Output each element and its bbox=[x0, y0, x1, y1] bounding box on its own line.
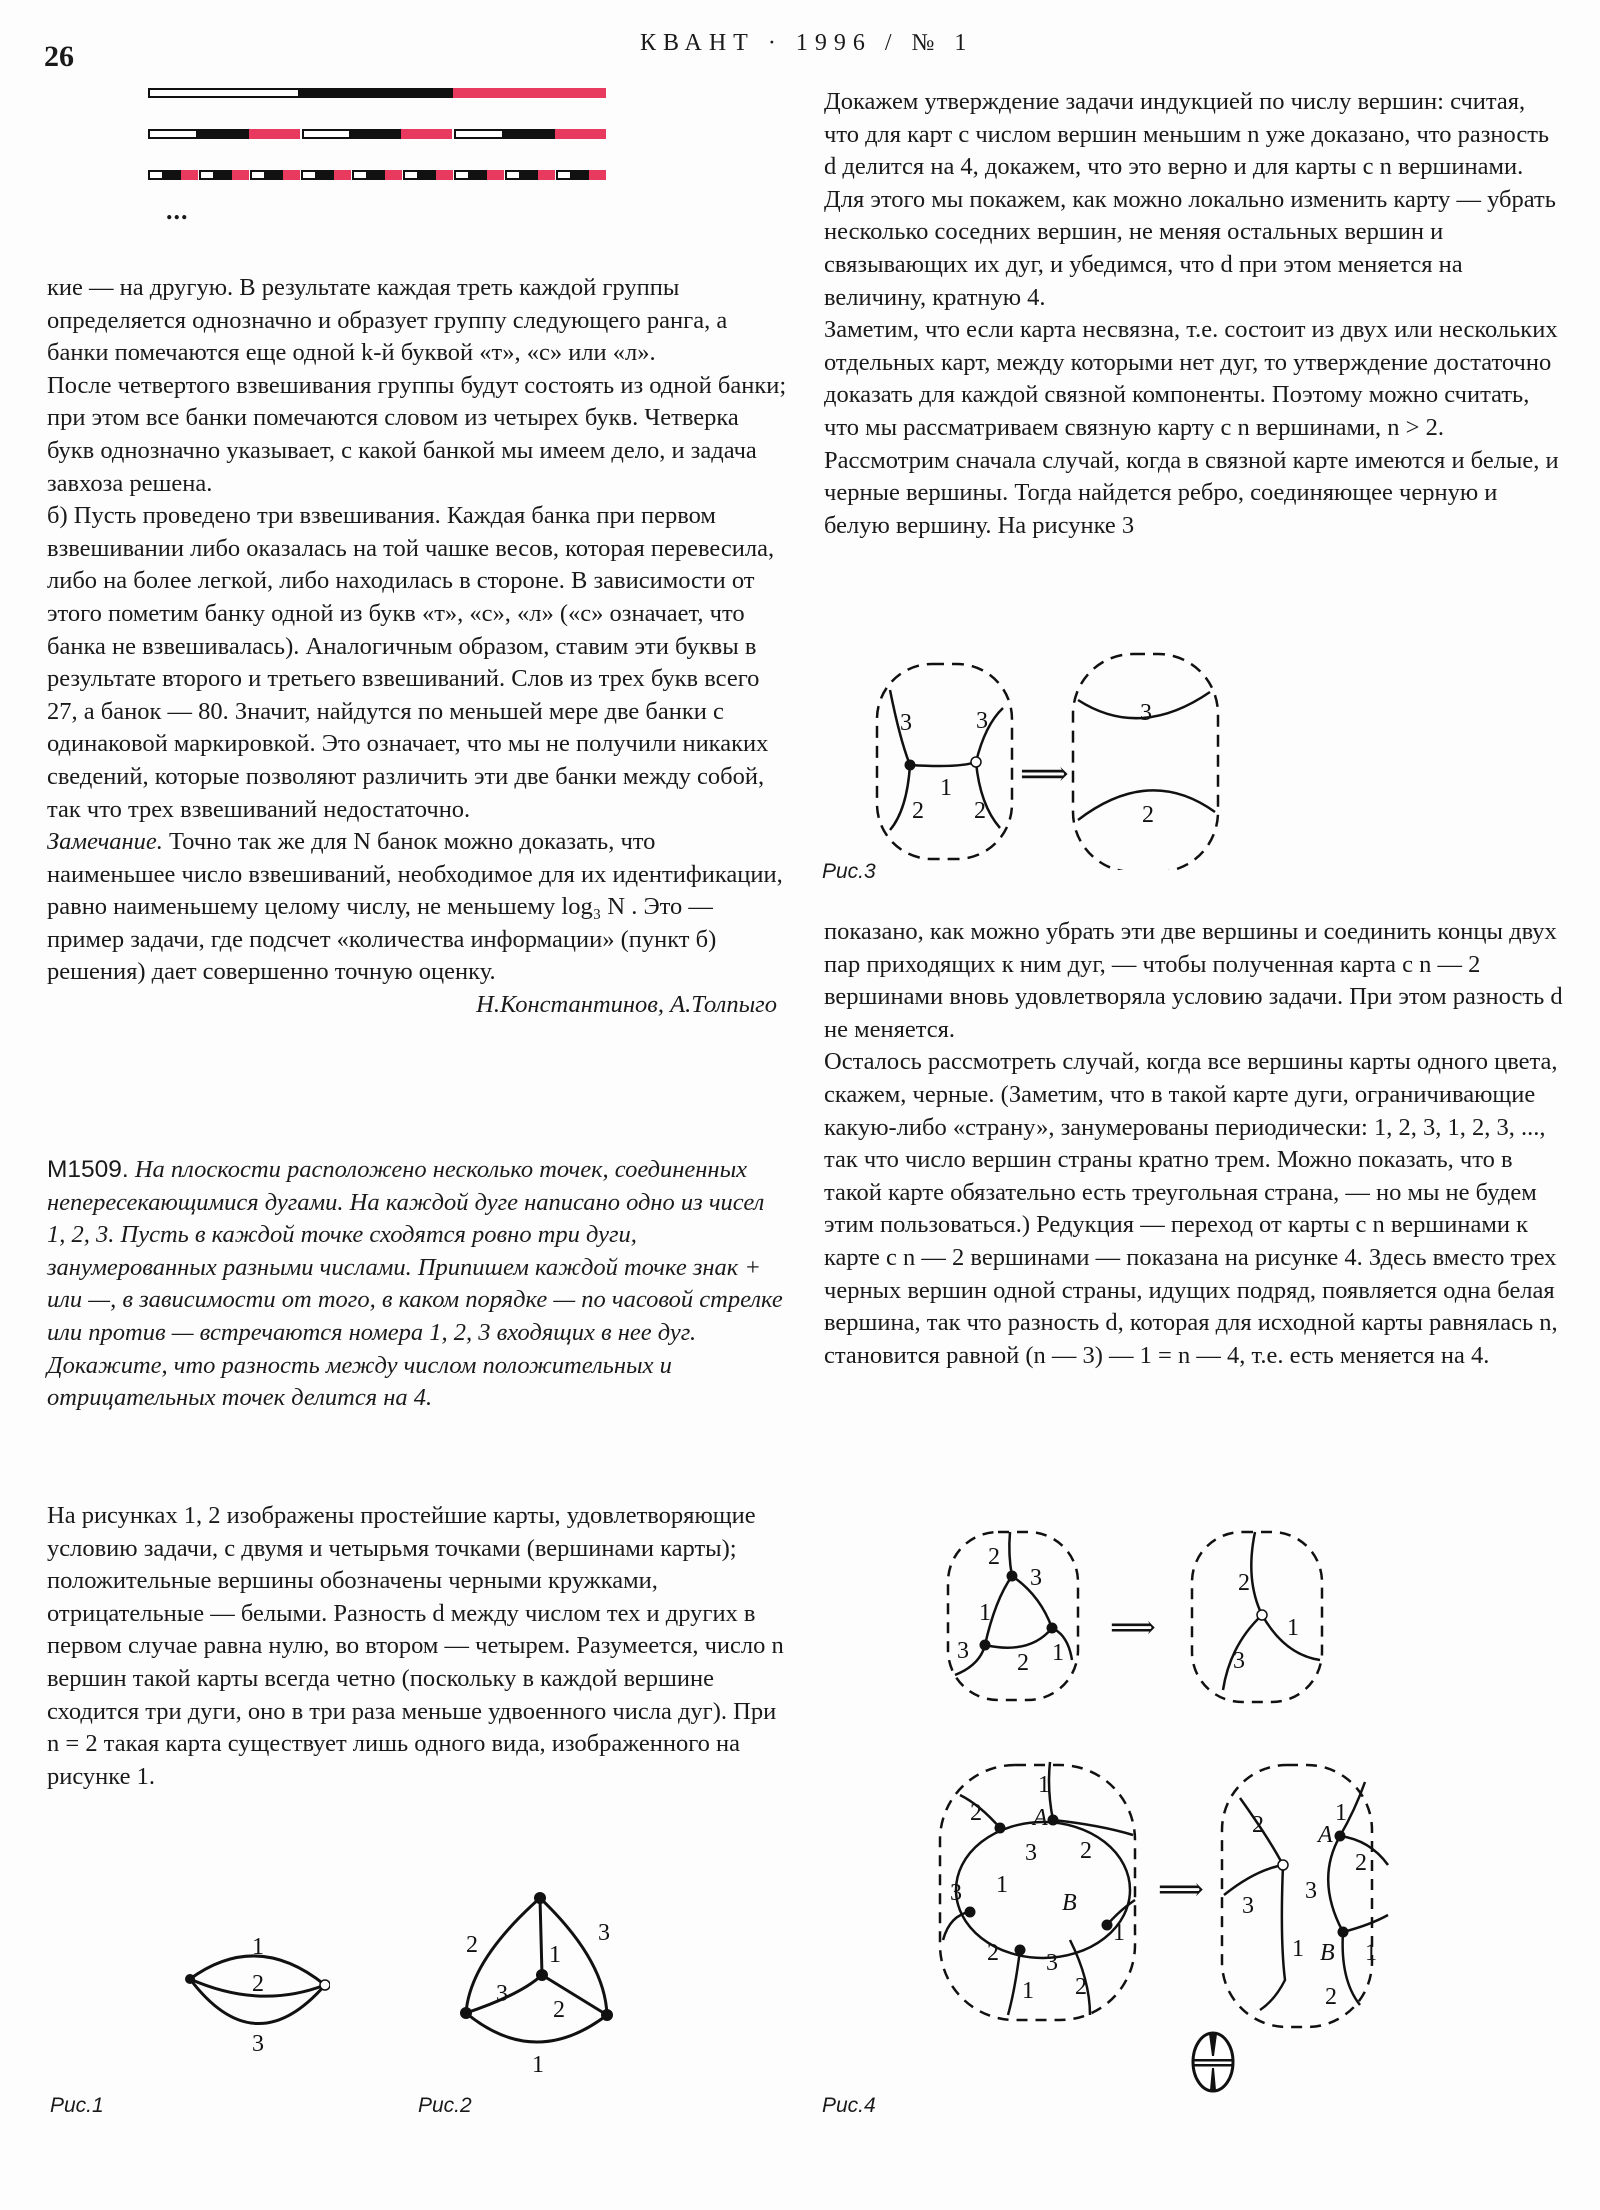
svg-text:3: 3 bbox=[976, 708, 988, 734]
svg-text:2: 2 bbox=[1075, 1974, 1087, 2000]
figure-4-caption: Рис.4 bbox=[822, 2094, 876, 2117]
svg-text:1: 1 bbox=[1038, 1772, 1050, 1798]
bar-row-rank-2 bbox=[148, 129, 606, 139]
ellipsis: ... bbox=[166, 196, 189, 225]
page-number: 26 bbox=[44, 40, 74, 73]
svg-text:1: 1 bbox=[532, 2052, 544, 2078]
svg-text:3: 3 bbox=[1233, 1648, 1245, 1674]
svg-text:1: 1 bbox=[252, 1934, 264, 1960]
svg-text:2: 2 bbox=[1142, 802, 1154, 828]
paragraph: кие — на другую. В результате каждая треть каждой группы определяется однозначно и образует группу следующего ранга, а банки помечаются еще одной k-й буквой «т», «с» или «л». bbox=[47, 274, 728, 367]
svg-text:2: 2 bbox=[974, 798, 986, 824]
svg-text:3: 3 bbox=[1140, 700, 1152, 726]
svg-text:3: 3 bbox=[900, 710, 912, 736]
remark-label: Замечание. bbox=[47, 828, 163, 856]
svg-text:B: B bbox=[1320, 1940, 1335, 1966]
svg-text:2: 2 bbox=[988, 1544, 1000, 1570]
svg-text:3: 3 bbox=[252, 2031, 264, 2057]
figure-3 bbox=[870, 640, 1470, 870]
svg-text:3: 3 bbox=[1030, 1565, 1042, 1591]
svg-text:3: 3 bbox=[957, 1638, 969, 1664]
left-column-top bbox=[47, 272, 787, 1022]
svg-text:3: 3 bbox=[598, 1920, 610, 1946]
problem-m1509 bbox=[47, 1154, 787, 1415]
problem-text: На плоскости расположено несколько точек, соединенных непересекающимися дугами. На каждой дуге написано одно из чисел 1, 2, 3. Пусть в каждой точке сходятся ровно три дуги, занумерованных разными числами. Припишем каждой точке знак + или —, в зависимости от того, в каком порядке — по часовой стрелке или против — встречаются номера 1, 2, 3 входящих в нее дуг. Докажите, что разность между числом положительных и отрицательных точек делится на 4. bbox=[47, 1156, 783, 1412]
bar-row-rank-3 bbox=[148, 170, 606, 180]
svg-text:3: 3 bbox=[950, 1880, 962, 1906]
svg-text:⟹: ⟹ bbox=[1020, 756, 1069, 793]
svg-text:2: 2 bbox=[466, 1932, 478, 1958]
svg-text:1: 1 bbox=[549, 1942, 561, 1968]
svg-text:1: 1 bbox=[1365, 1940, 1377, 1966]
svg-text:B: B bbox=[1062, 1890, 1077, 1916]
svg-text:2: 2 bbox=[1355, 1850, 1367, 1876]
figure-1 bbox=[170, 1930, 330, 2070]
svg-text:3: 3 bbox=[1025, 1840, 1037, 1866]
remark bbox=[47, 826, 787, 989]
right-column-top bbox=[824, 86, 1564, 542]
paragraph: показано, как можно убрать эти две вершины и соединить концы двух пар приходящих к ним дуг, — чтобы полученная карта с n — 2 вершинами вновь удовлетворяла условию задачи. При этом разность d не меняется. bbox=[824, 918, 1563, 1043]
paragraph: Докажем утверждение задачи индукцией по числу вершин: считая, что для карт с числом вершин меньшим n уже доказано, что разность d делится на 4, докажем, что это верно и для карты с n вершинами. Для этого мы покажем, как можно локально изменить карту — убрать несколько соседних вершин, не меняя остальных вершин и связывающих их дуг, и убедимся, что d при этом меняется на величину, кратную 4. bbox=[824, 88, 1556, 311]
right-column-bottom bbox=[824, 916, 1564, 1372]
svg-text:1: 1 bbox=[979, 1600, 991, 1626]
svg-text:2: 2 bbox=[1238, 1570, 1250, 1596]
paragraph: Заметим, что если карта несвязна, т.е. состоит из двух или нескольких отдельных карт, между которыми нет дуг, то утверждение достаточно доказать для каждой связной компоненты. Поэтому можно считать, что мы рассматриваем связную карту с n вершинами, n > 2. bbox=[824, 316, 1558, 441]
svg-text:2: 2 bbox=[553, 1997, 565, 2023]
figure-3-caption: Рис.3 bbox=[822, 860, 876, 883]
svg-text:2: 2 bbox=[912, 798, 924, 824]
solution-intro bbox=[47, 1500, 787, 1793]
svg-text:2: 2 bbox=[987, 1940, 999, 1966]
svg-text:⟹: ⟹ bbox=[1110, 1609, 1156, 1645]
svg-text:3: 3 bbox=[1046, 1950, 1058, 1976]
svg-text:2: 2 bbox=[1252, 1812, 1264, 1838]
svg-text:2: 2 bbox=[252, 1971, 264, 1997]
paragraph: Рассмотрим сначала случай, когда в связной карте имеются и белые, и черные вершины. Тогда найдется ребро, соединяющее черную и белую вершину. На рисунке 3 bbox=[824, 446, 1559, 539]
paragraph: После четвертого взвешивания группы будут состоять из одной банки; при этом все банки помечаются словом из четырех букв. Четверка букв однозначно указывает, с какой банкой мы имеем дело, и задача завхоза решена. bbox=[47, 371, 787, 497]
svg-text:1: 1 bbox=[940, 775, 952, 801]
paragraph: На рисунках 1, 2 изображены простейшие карты, удовлетворяющие условию задачи, с двумя и четырьмя точками (вершинами карты); положительные вершины обозначены черными кружками, отрицательные — белыми. Разность d между числом тех и других в первом случае равна нулю, во втором — четырем. Разумеется, число n вершин такой карты всегда четно (поскольку в каждой вершине сходится три дуги, оно в три раза меньше удвоенного числа дуг). При n = 2 такая карта существует лишь одного вида, изображенного на рисунке 1. bbox=[47, 1502, 784, 1790]
figure-4 bbox=[900, 1520, 1540, 2060]
svg-text:2: 2 bbox=[1080, 1838, 1092, 1864]
running-head: КВАНТ · 1996 / № 1 bbox=[640, 30, 974, 56]
group-bars-diagram bbox=[148, 88, 606, 211]
problem-number: М1509. bbox=[47, 1156, 129, 1183]
problem-statement bbox=[47, 1154, 787, 1415]
svg-text:A: A bbox=[1033, 1805, 1048, 1831]
author-signature: Н.Константинов, А.Толпыго bbox=[476, 991, 777, 1019]
svg-text:1: 1 bbox=[1292, 1936, 1304, 1962]
svg-text:1: 1 bbox=[996, 1872, 1008, 1898]
svg-text:2: 2 bbox=[1017, 1650, 1029, 1676]
figure-2-caption: Рис.2 bbox=[418, 2094, 472, 2117]
svg-text:3: 3 bbox=[496, 1981, 508, 2007]
svg-text:2: 2 bbox=[1325, 1984, 1337, 2010]
svg-text:A: A bbox=[1318, 1822, 1333, 1848]
svg-text:1: 1 bbox=[1335, 1800, 1347, 1826]
svg-text:⟹: ⟹ bbox=[1158, 1871, 1204, 1907]
figure-1-caption: Рис.1 bbox=[50, 2094, 104, 2117]
figure-2 bbox=[440, 1880, 640, 2090]
svg-text:1: 1 bbox=[1113, 1920, 1125, 1946]
svg-text:3: 3 bbox=[1242, 1893, 1254, 1919]
svg-text:2: 2 bbox=[970, 1800, 982, 1826]
svg-text:1: 1 bbox=[1052, 1640, 1064, 1666]
svg-text:1: 1 bbox=[1022, 1978, 1034, 2004]
end-of-article-icon bbox=[1190, 2030, 1236, 2094]
bar-row-rank-1 bbox=[148, 88, 606, 98]
svg-text:1: 1 bbox=[1287, 1615, 1299, 1641]
paragraph: Осталось рассмотреть случай, когда все вершины карты одного цвета, скажем, черные. (Заметим, что в такой карте дуги, ограничивающие какую-либо «страну», занумерованы периодически: 1, 2, 3, 1, 2, 3, ..., так что число вершин страны кратно трем. Можно показать, что в такой карте обязательно есть треугольная страна, — но мы не будем этим пользоваться.) Редукция — переход от карты с n вершинами к карте с n — 2 вершинами — показана на рисунке 4. Здесь вместо трех черных вершин одной страны, идущих подряд, появляется одна белая вершина, так что разность d, которая для исходной карты равнялась n, становится равной (n — 3) — 1 = n — 4, т.е. есть меняется на 4. bbox=[824, 1048, 1558, 1369]
remark-text: Точно так же для N банок можно доказать, что наименьшее число взвешиваний, необходимое для их идентификации, равно наименьшему целому числу, не меньшему log₃ N . Это — пример задачи, где подсчет «количества информации» (пункт б) решения) дает совершенно точную оценку. bbox=[47, 828, 783, 986]
paragraph: б) Пусть проведено три взвешивания. Каждая банка при первом взвешивании либо оказалась на той чашке весов, которая перевесила, либо на более легкой, либо находилась в стороне. В зависимости от этого пометим банку одной из букв «т», «с», «л» («с» означает, что банка не взвешивалась). Аналогичным образом, ставим эти буквы в результате второго и третьего взвешиваний. Слов из трех букв всего 27, а банок — 80. Значит, найдутся по меньшей мере две банки с одинаковой маркировкой. Это означает, что мы не получили никаких сведений, которые позволяют различить эти две банки между собой, так что трех взвешиваний недостаточно. bbox=[47, 502, 775, 823]
svg-text:3: 3 bbox=[1305, 1878, 1317, 1904]
